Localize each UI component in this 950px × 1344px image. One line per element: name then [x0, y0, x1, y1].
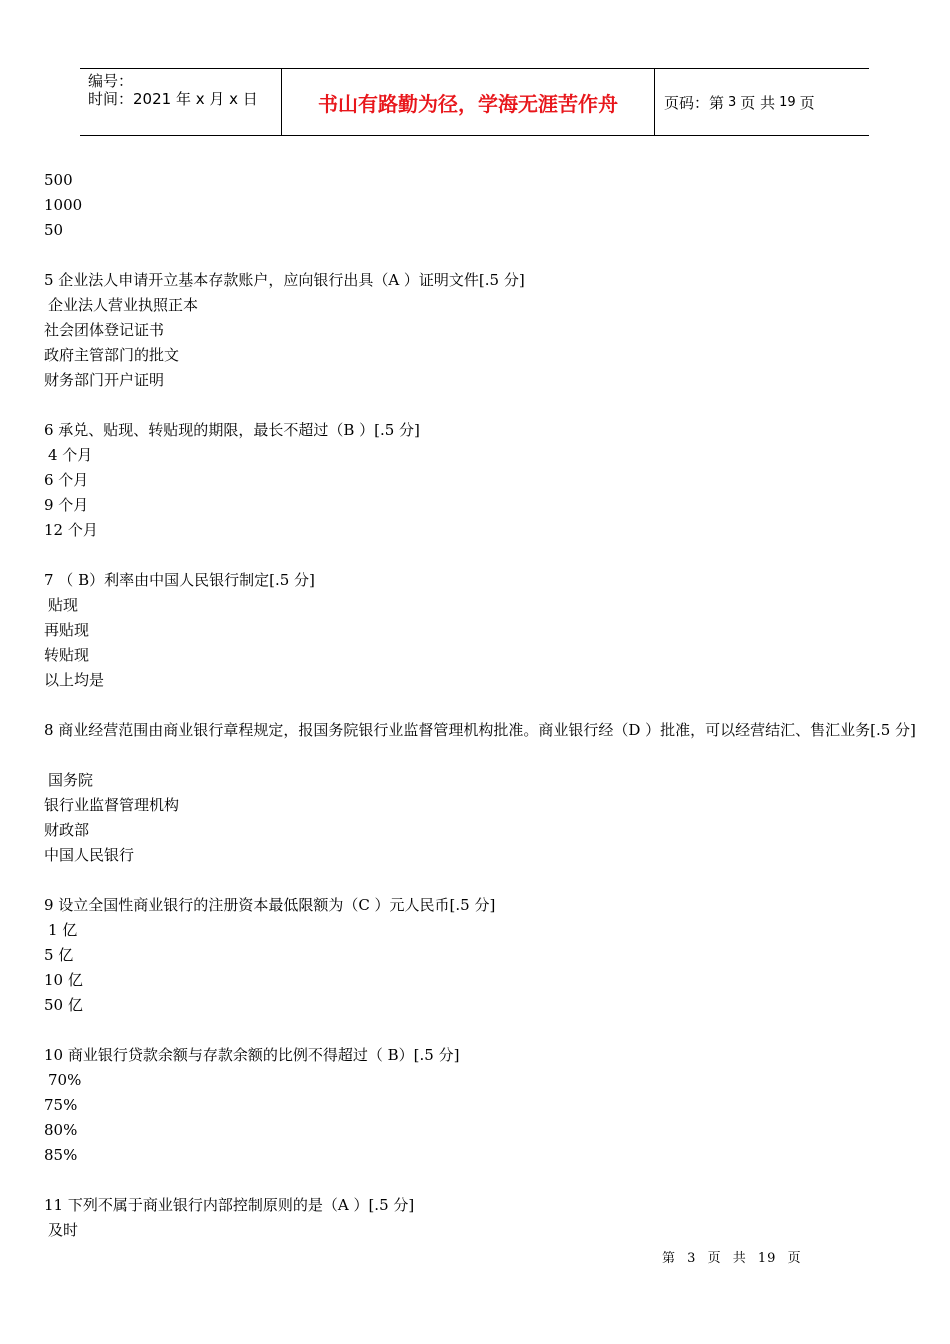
page-footer — [662, 1247, 808, 1266]
footer-total-pages: 19 — [757, 1251, 777, 1266]
question-block — [44, 568, 924, 693]
question-text: 11 下列不属于商业银行内部控制原则的是（A ）[.5 分] — [44, 1196, 415, 1214]
option-line: 国务院 — [48, 771, 94, 789]
header-meta — [80, 69, 281, 135]
option-line: 再贴现 — [44, 621, 90, 639]
option-line: 85% — [44, 1146, 78, 1164]
option-line: 以上均是 — [44, 671, 105, 689]
question-block — [44, 418, 924, 543]
question-block — [44, 1043, 924, 1168]
option-line: 4 个月 — [48, 446, 93, 464]
page-current: 3 — [728, 94, 737, 110]
question-block — [44, 268, 924, 393]
question-text: 9 设立全国性商业银行的注册资本最低限额为（C ）元人民币[.5 分] — [44, 896, 496, 914]
question-text: 6 承兑、贴现、转贴现的期限，最长不超过（B ）[.5 分] — [44, 421, 420, 439]
footer-suffix: 页 — [787, 1251, 802, 1266]
question-text: 10 商业银行贷款余额与存款余额的比例不得超过（ B）[.5 分] — [44, 1046, 460, 1064]
option-line: 50 — [44, 221, 64, 239]
option-line: 及时 — [48, 1221, 79, 1239]
option-line: 70% — [48, 1071, 82, 1089]
option-line: 9 个月 — [44, 496, 89, 514]
option-line: 财务部门开户证明 — [44, 371, 165, 389]
option-line: 政府主管部门的批文 — [44, 346, 180, 364]
document-body — [44, 168, 924, 1243]
question-text: 5 企业法人申请开立基本存款账户，应向银行出具（A ）证明文件[.5 分] — [44, 271, 525, 289]
page-header — [80, 68, 869, 136]
option-line: 75% — [44, 1096, 78, 1114]
header-page-info — [655, 69, 869, 135]
document-number-label: 编号： — [88, 72, 134, 90]
option-line: 1000 — [44, 196, 83, 214]
page-suffix: 页 — [799, 93, 815, 112]
option-line: 80% — [44, 1121, 78, 1139]
option-line: 贴现 — [48, 596, 79, 614]
question-text: 7 （ B）利率由中国人民银行制定[.5 分] — [44, 571, 315, 589]
option-line: 企业法人营业执照正本 — [48, 296, 199, 314]
footer-current-page: 3 — [687, 1251, 697, 1266]
option-line: 财政部 — [44, 821, 90, 839]
page-total: 19 — [779, 94, 796, 110]
footer-mid1: 页 — [707, 1251, 722, 1266]
option-line: 12 个月 — [44, 521, 98, 539]
question-block — [44, 718, 924, 868]
question-block — [44, 1193, 924, 1243]
question-block — [44, 893, 924, 1018]
question-text: 8 商业经营范围由商业银行章程规定，报国务院银行业监督管理机构批准。商业银行经（D ）批准，可以经营结汇、售汇业务[.5 分] — [44, 721, 916, 739]
option-line: 转贴现 — [44, 646, 90, 664]
page-prefix: 页码：第 — [664, 93, 725, 112]
option-line: 1 亿 — [48, 921, 78, 939]
document-time-label: 时间：2021 年 x 月 x 日 — [88, 90, 258, 108]
option-line: 500 — [44, 171, 73, 189]
footer-prefix: 第 — [662, 1251, 677, 1266]
footer-mid2: 共 — [732, 1251, 747, 1266]
option-line: 社会团体登记证书 — [44, 321, 165, 339]
option-line: 银行业监督管理机构 — [44, 796, 180, 814]
option-line: 中国人民银行 — [44, 846, 135, 864]
option-line: 10 亿 — [44, 971, 83, 989]
header-motto: 书山有路勤为径，学海无涯苦作舟 — [281, 69, 655, 135]
option-line: 5 亿 — [44, 946, 74, 964]
option-line: 50 亿 — [44, 996, 83, 1014]
page-mid: 页 共 — [740, 93, 776, 112]
option-line: 6 个月 — [44, 471, 89, 489]
